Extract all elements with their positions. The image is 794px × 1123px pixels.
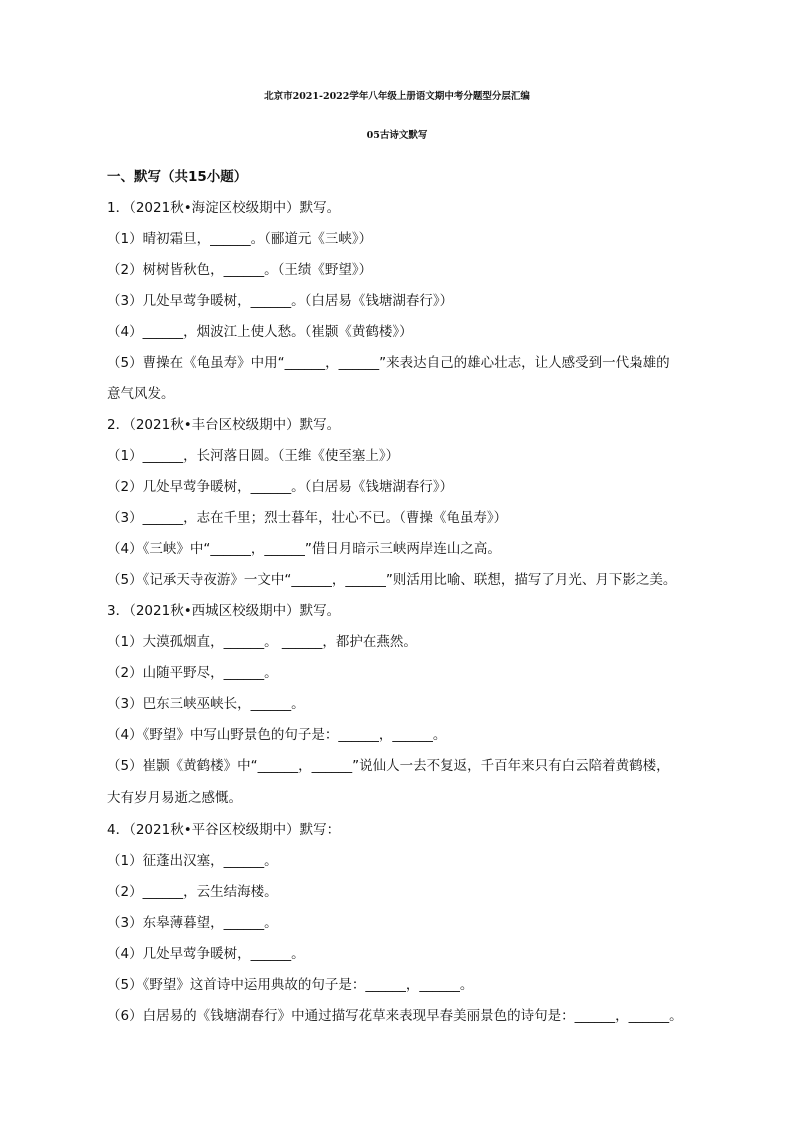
question-4-item-6: （6）白居易的《钱塘湖春行》中通过描写花草来表现早春美丽景色的诗句是：______，______。 xyxy=(107,1008,683,1024)
question-2-item-5: （5）《记承天寺夜游》一文中“______，______”则活用比喻、联想，描写了月光、月下影之美。 xyxy=(107,572,677,588)
question-3-item-4: （4）《野望》中写山野景色的句子是：______，______。 xyxy=(107,727,447,743)
question-1-item-3: （3）几处早莺争暖树，______。（白居易《钱塘湖春行》） xyxy=(107,293,454,309)
question-3-item-3: （3）巴东三峡巫峡长，______。 xyxy=(107,696,305,712)
question-2-item-2: （2）几处早莺争暖树，______。（白居易《钱塘湖春行》） xyxy=(107,479,454,495)
question-2-item-3: （3）______，志在千里；烈士暮年，壮心不已。（曹操《龟虽寿》） xyxy=(107,510,508,526)
question-4-header: 4．（2021秋•平谷区校级期中）默写： xyxy=(107,822,341,838)
question-4-item-3: （3）东皋薄暮望，______。 xyxy=(107,915,278,931)
question-4-item-4: （4）几处早莺争暖树，______。 xyxy=(107,946,305,962)
question-1-item-1: （1）晴初霜旦，______。（郦道元《三峡》） xyxy=(107,231,373,247)
document-subtitle: 05古诗文默写 xyxy=(366,130,428,141)
question-4-item-2: （2）______，云生结海楼。 xyxy=(107,884,278,900)
question-2-item-4: （4）《三峡》中“______，______”借日月暗示三峡两岸连山之高。 xyxy=(107,541,501,557)
question-3-item-2: （2）山随平野尽，______。 xyxy=(107,665,278,681)
question-3-item-1: （1）大漠孤烟直，______。 ______，都护在燕然。 xyxy=(107,634,417,650)
question-1-item-5-cont: 意气风发。 xyxy=(107,386,175,402)
question-3-item-5: （5）崔颢《黄鹤楼》中“______，______”说仙人一去不复返，千百年来只有白云陪着黄鹤楼， xyxy=(107,758,670,774)
question-3-header: 3．（2021秋•西城区校级期中）默写。 xyxy=(107,603,341,619)
document-title: 北京市2021-2022学年八年级上册语文期中考分题型分层汇编 xyxy=(264,91,530,102)
question-1-item-4: （4）______，烟波江上使人愁。（崔颢《黄鹤楼》） xyxy=(107,324,413,340)
question-1-header: 1．（2021秋•海淀区校级期中）默写。 xyxy=(107,200,341,216)
question-3-item-5-cont: 大有岁月易逝之感慨。 xyxy=(107,790,242,806)
question-2-item-1: （1）______，长河落日圆。（王维《使至塞上》） xyxy=(107,448,400,464)
question-4-item-1: （1）征蓬出汉塞，______。 xyxy=(107,853,278,869)
section-heading: 一、默写（共15小题） xyxy=(107,169,248,185)
question-2-header: 2．（2021秋•丰台区校级期中）默写。 xyxy=(107,417,341,433)
question-4-item-5: （5）《野望》这首诗中运用典故的句子是：______，______。 xyxy=(107,977,474,993)
question-1-item-5: （5）曹操在《龟虽寿》中用“______，______”来表达自己的雄心壮志，让人感受到一代枭雄的 xyxy=(107,355,670,371)
question-1-item-2: （2）树树皆秋色，______。（王绩《野望》） xyxy=(107,262,373,278)
